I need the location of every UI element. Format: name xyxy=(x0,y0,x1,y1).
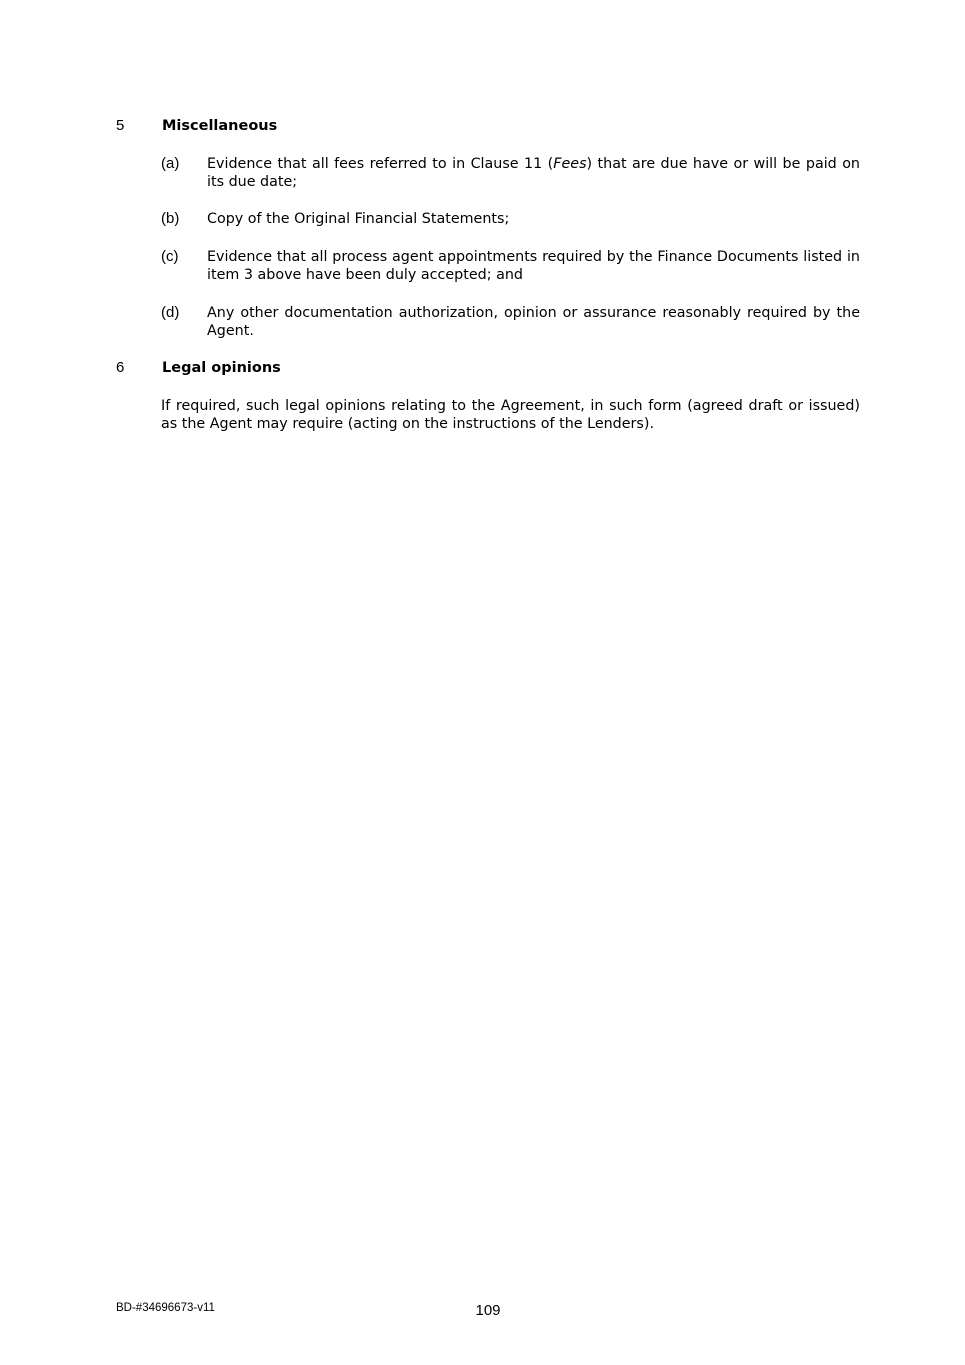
list-item-label: (b) xyxy=(161,210,180,227)
list-item-label: (d) xyxy=(161,304,180,321)
page-number: 109 xyxy=(475,1302,501,1319)
list-item-text xyxy=(207,155,860,191)
italic-text-run: Fees xyxy=(553,156,587,172)
list-item-text: Any other documentation authorization, opinion or assurance reasonably required by the Agent. xyxy=(207,305,860,339)
list-item-label: (a) xyxy=(161,155,180,172)
document-reference: BD-#34696673-v11 xyxy=(116,1302,215,1314)
section-number: 5 xyxy=(116,117,125,134)
list-item-text: Evidence that all process agent appointments required by the Finance Documents listed in item 3 above have been duly accepted; and xyxy=(207,249,860,283)
list-item-text: Copy of the Original Financial Statements; xyxy=(207,211,510,227)
list-item-label: (c) xyxy=(161,248,179,265)
section-title: Miscellaneous xyxy=(162,118,278,134)
section-number: 6 xyxy=(116,359,125,376)
section-paragraph: If required, such legal opinions relating to the Agreement, in such form (agreed draft or issued) as the Agent may require (acting on the instructions of the Lenders). xyxy=(161,398,860,432)
section-title: Legal opinions xyxy=(162,360,281,376)
text-run: ) that are due have or will be paid on its due date; xyxy=(207,156,860,190)
text-run: Evidence that all fees referred to in Clause 11 ( xyxy=(207,156,554,172)
